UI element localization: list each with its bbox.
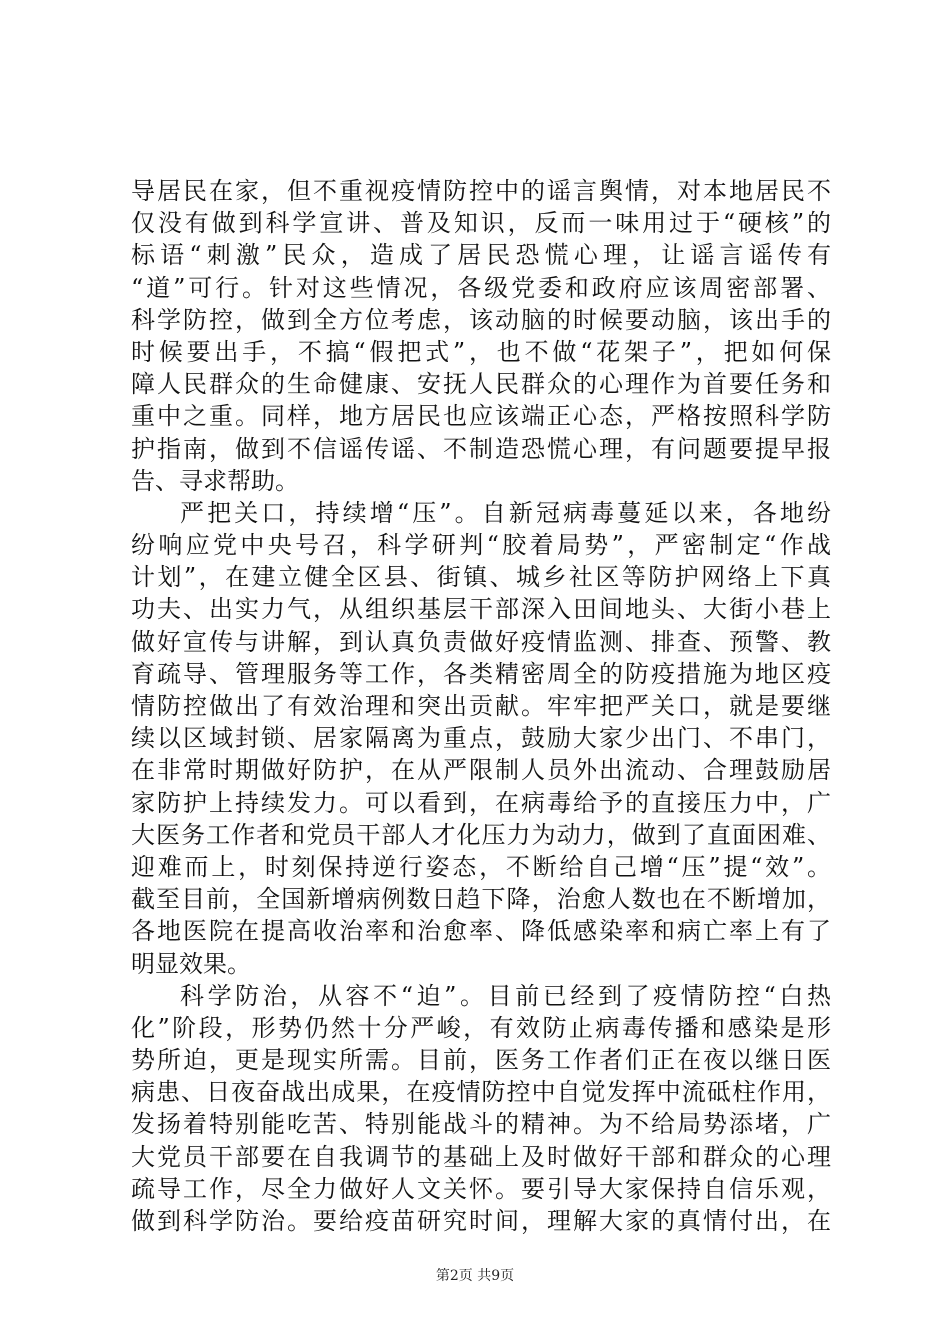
text-line: 截至目前，全国新增病例数日趋下降，治愈人数也在不断增加， xyxy=(131,885,831,914)
text-line: 迎难而上，时刻保持逆行姿态，不断给自己增“压”提“效”。 xyxy=(131,852,831,881)
paragraph-first-line: 严把关口，持续增“压”。自新冠病毒蔓延以来，各地纷 xyxy=(180,498,831,527)
text-line: 标语“刺激”民众，造成了居民恐慌心理，让谣言谣传有 xyxy=(131,241,831,270)
text-line: 仅没有做到科学宣讲、普及知识，反而一味用过于“硬核”的 xyxy=(131,209,831,238)
text-line: 育疏导、管理服务等工作，各类精密周全的防疫措施为地区疫 xyxy=(131,659,831,688)
text-line: 各地医院在提高收治率和治愈率、降低感染率和病亡率上有了 xyxy=(131,917,831,946)
paragraph-first-line: 科学防治，从容不“迫”。目前已经到了疫情防控“白热 xyxy=(180,981,831,1010)
text-line: 大党员干部要在自我调节的基础上及时做好干部和群众的心理 xyxy=(131,1142,831,1171)
text-line: 计划”，在建立健全区县、街镇、城乡社区等防护网络上下真 xyxy=(131,563,831,592)
body-text xyxy=(131,175,831,1237)
text-line: “道”可行。针对这些情况，各级党委和政府应该周密部署、 xyxy=(131,273,831,302)
text-line: 时候要出手，不搞“假把式”，也不做“花架子”，把如何保 xyxy=(131,337,831,366)
text-line: 续以区域封锁、居家隔离为重点，鼓励大家少出门、不串门， xyxy=(131,724,831,753)
text-line: 化”阶段，形势仍然十分严峻，有效防止病毒传播和感染是形 xyxy=(131,1013,831,1042)
text-line: 在非常时期做好防护，在从严限制人员外出流动、合理鼓励居 xyxy=(131,756,831,785)
text-line: 大医务工作者和党员干部人才化压力为动力，做到了直面困难、 xyxy=(131,820,831,849)
text-line: 势所迫，更是现实所需。目前，医务工作者们正在夜以继日医 xyxy=(131,1046,831,1075)
text-line: 重中之重。同样，地方居民也应该端正心态，严格按照科学防 xyxy=(131,402,831,431)
text-line: 科学防控，做到全方位考虑，该动脑的时候要动脑，该出手的 xyxy=(131,305,831,334)
text-line: 告、寻求帮助。 xyxy=(131,466,299,495)
text-line: 做好宣传与讲解，到认真负责做好疫情监测、排查、预警、教 xyxy=(131,627,831,656)
text-line: 纷响应党中央号召，科学研判“胶着局势”，严密制定“作战 xyxy=(131,531,831,560)
text-line: 情防控做出了有效治理和突出贡献。牢牢把严关口，就是要继 xyxy=(131,692,831,720)
text-line: 疏导工作，尽全力做好人文关怀。要引导大家保持自信乐观， xyxy=(131,1174,831,1203)
text-line: 功夫、出实力气，从组织基层干部深入田间地头、大街小巷上 xyxy=(131,595,831,624)
text-line: 明显效果。 xyxy=(131,949,251,978)
text-line: 障人民群众的生命健康、安抚人民群众的心理作为首要任务和 xyxy=(131,370,831,399)
text-line: 做到科学防治。要给疫苗研究时间，理解大家的真情付出，在 xyxy=(131,1207,831,1235)
text-line: 家防护上持续发力。可以看到，在病毒给予的直接压力中，广 xyxy=(131,788,831,817)
page-number-footer: 第2页 共9页 xyxy=(435,1268,515,1284)
text-line: 病患、日夜奋战出成果，在疫情防控中自觉发挥中流砥柱作用， xyxy=(131,1078,831,1107)
text-line: 发扬着特别能吃苦、特别能战斗的精神。为不给局势添堵，广 xyxy=(131,1110,831,1139)
text-line: 护指南，做到不信谣传谣、不制造恐慌心理，有问题要提早报 xyxy=(131,434,831,463)
text-line: 导居民在家，但不重视疫情防控中的谣言舆情，对本地居民不 xyxy=(131,177,831,205)
